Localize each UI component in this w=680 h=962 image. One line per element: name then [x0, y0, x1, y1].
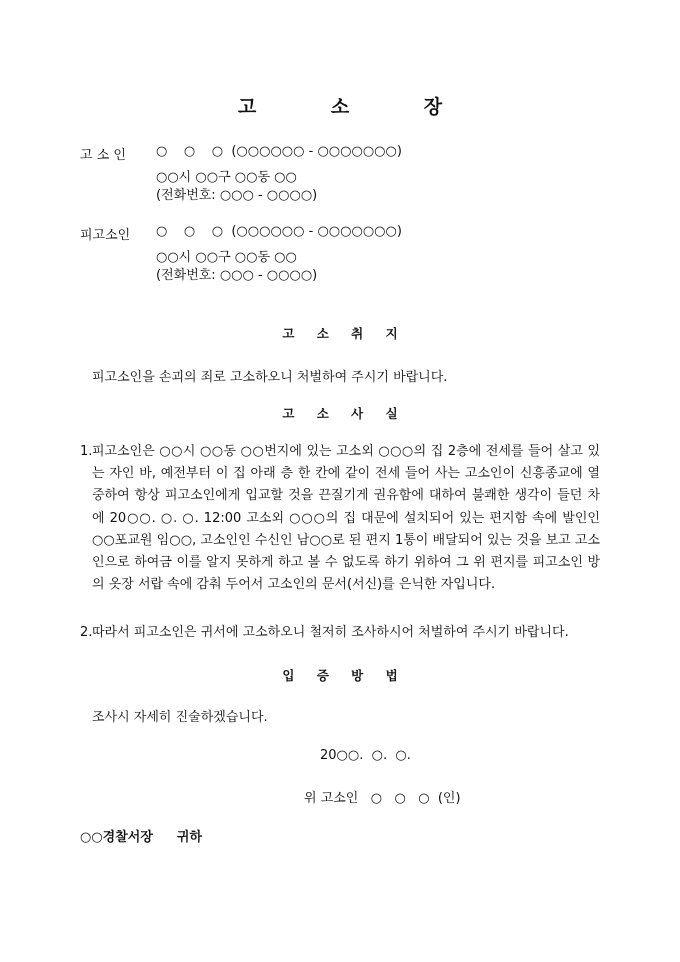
- fact-number: 1.: [80, 444, 93, 459]
- honorific: 귀하: [176, 830, 203, 845]
- complainant-label: 고 소 인: [80, 148, 126, 163]
- police-station: ○○경찰서장: [80, 830, 153, 845]
- evidence-text: 조사시 자세히 진술하겠습니다.: [92, 710, 268, 725]
- complainant-address: ○○시 ○○구 ○○동 ○○: [156, 170, 297, 185]
- complainant-phone: (전화번호: ○○○ - ○○○○): [156, 188, 318, 203]
- fact-text: 피고소인은 ○○시 ○○동 ○○번지에 있는 고소외 ○○○의 집 2층에 전세를 들어 살고 있는 자인 바, 예전부터 이 집 아래 층 한 칸에 같이 전세 들어 사는 고소인이 신흥종교에 열중하여 항상 피고소인에게 입교할 것을 끈질기게 권유함에 대하여 불쾌한 생각이 들던 차에 20○○. ○. ○. 12:00 고소외 ○○○의 집 대문에 설치되어 있는 편지함 속에 발인인 ○○포교원 임○○, 고소인인 수신인 남○○로 된 편지 1통이 배달되어 있는 것을 보고 고소인으로 하여금 이를 알지 못하게 하고 볼 수 없도록 하기 위하여 그 위 편지를 피고소인 방의 옷장 서랍 속에 감춰 두어서 고소인의 문서(서신)를 은닉한 자입니다.: [92, 444, 600, 593]
- purpose-heading: 고 소 취 지: [282, 326, 407, 341]
- accused-name-id: ○ ○ ○ (○○○○○○ - ○○○○○○○): [156, 224, 402, 239]
- document-date: 20○○. ○. ○.: [320, 748, 411, 763]
- document-title: 고 소 장: [237, 96, 477, 118]
- accused-address: ○○시 ○○구 ○○동 ○○: [156, 250, 297, 265]
- accused-label: 피고소인: [80, 228, 131, 243]
- fact-item-2: [80, 622, 600, 644]
- accused-phone: (전화번호: ○○○ - ○○○○): [156, 268, 318, 283]
- fact-number: 2.: [80, 625, 93, 640]
- facts-heading: 고 소 사 실: [282, 406, 407, 421]
- complainant-signature: 위 고소인 ○ ○ ○ (인): [304, 791, 461, 806]
- addressee: [80, 826, 202, 845]
- fact-item-1: [80, 441, 600, 596]
- fact-text: 따라서 피고소인은 귀서에 고소하오니 철저히 조사하시어 처벌하여 주시기 바랍니다.: [92, 625, 569, 640]
- purpose-text: 피고소인을 손괴의 죄로 고소하오니 처벌하여 주시기 바랍니다.: [92, 370, 448, 385]
- evidence-heading: 입 증 방 법: [282, 668, 407, 683]
- complainant-name-id: ○ ○ ○ (○○○○○○ - ○○○○○○○): [156, 144, 402, 159]
